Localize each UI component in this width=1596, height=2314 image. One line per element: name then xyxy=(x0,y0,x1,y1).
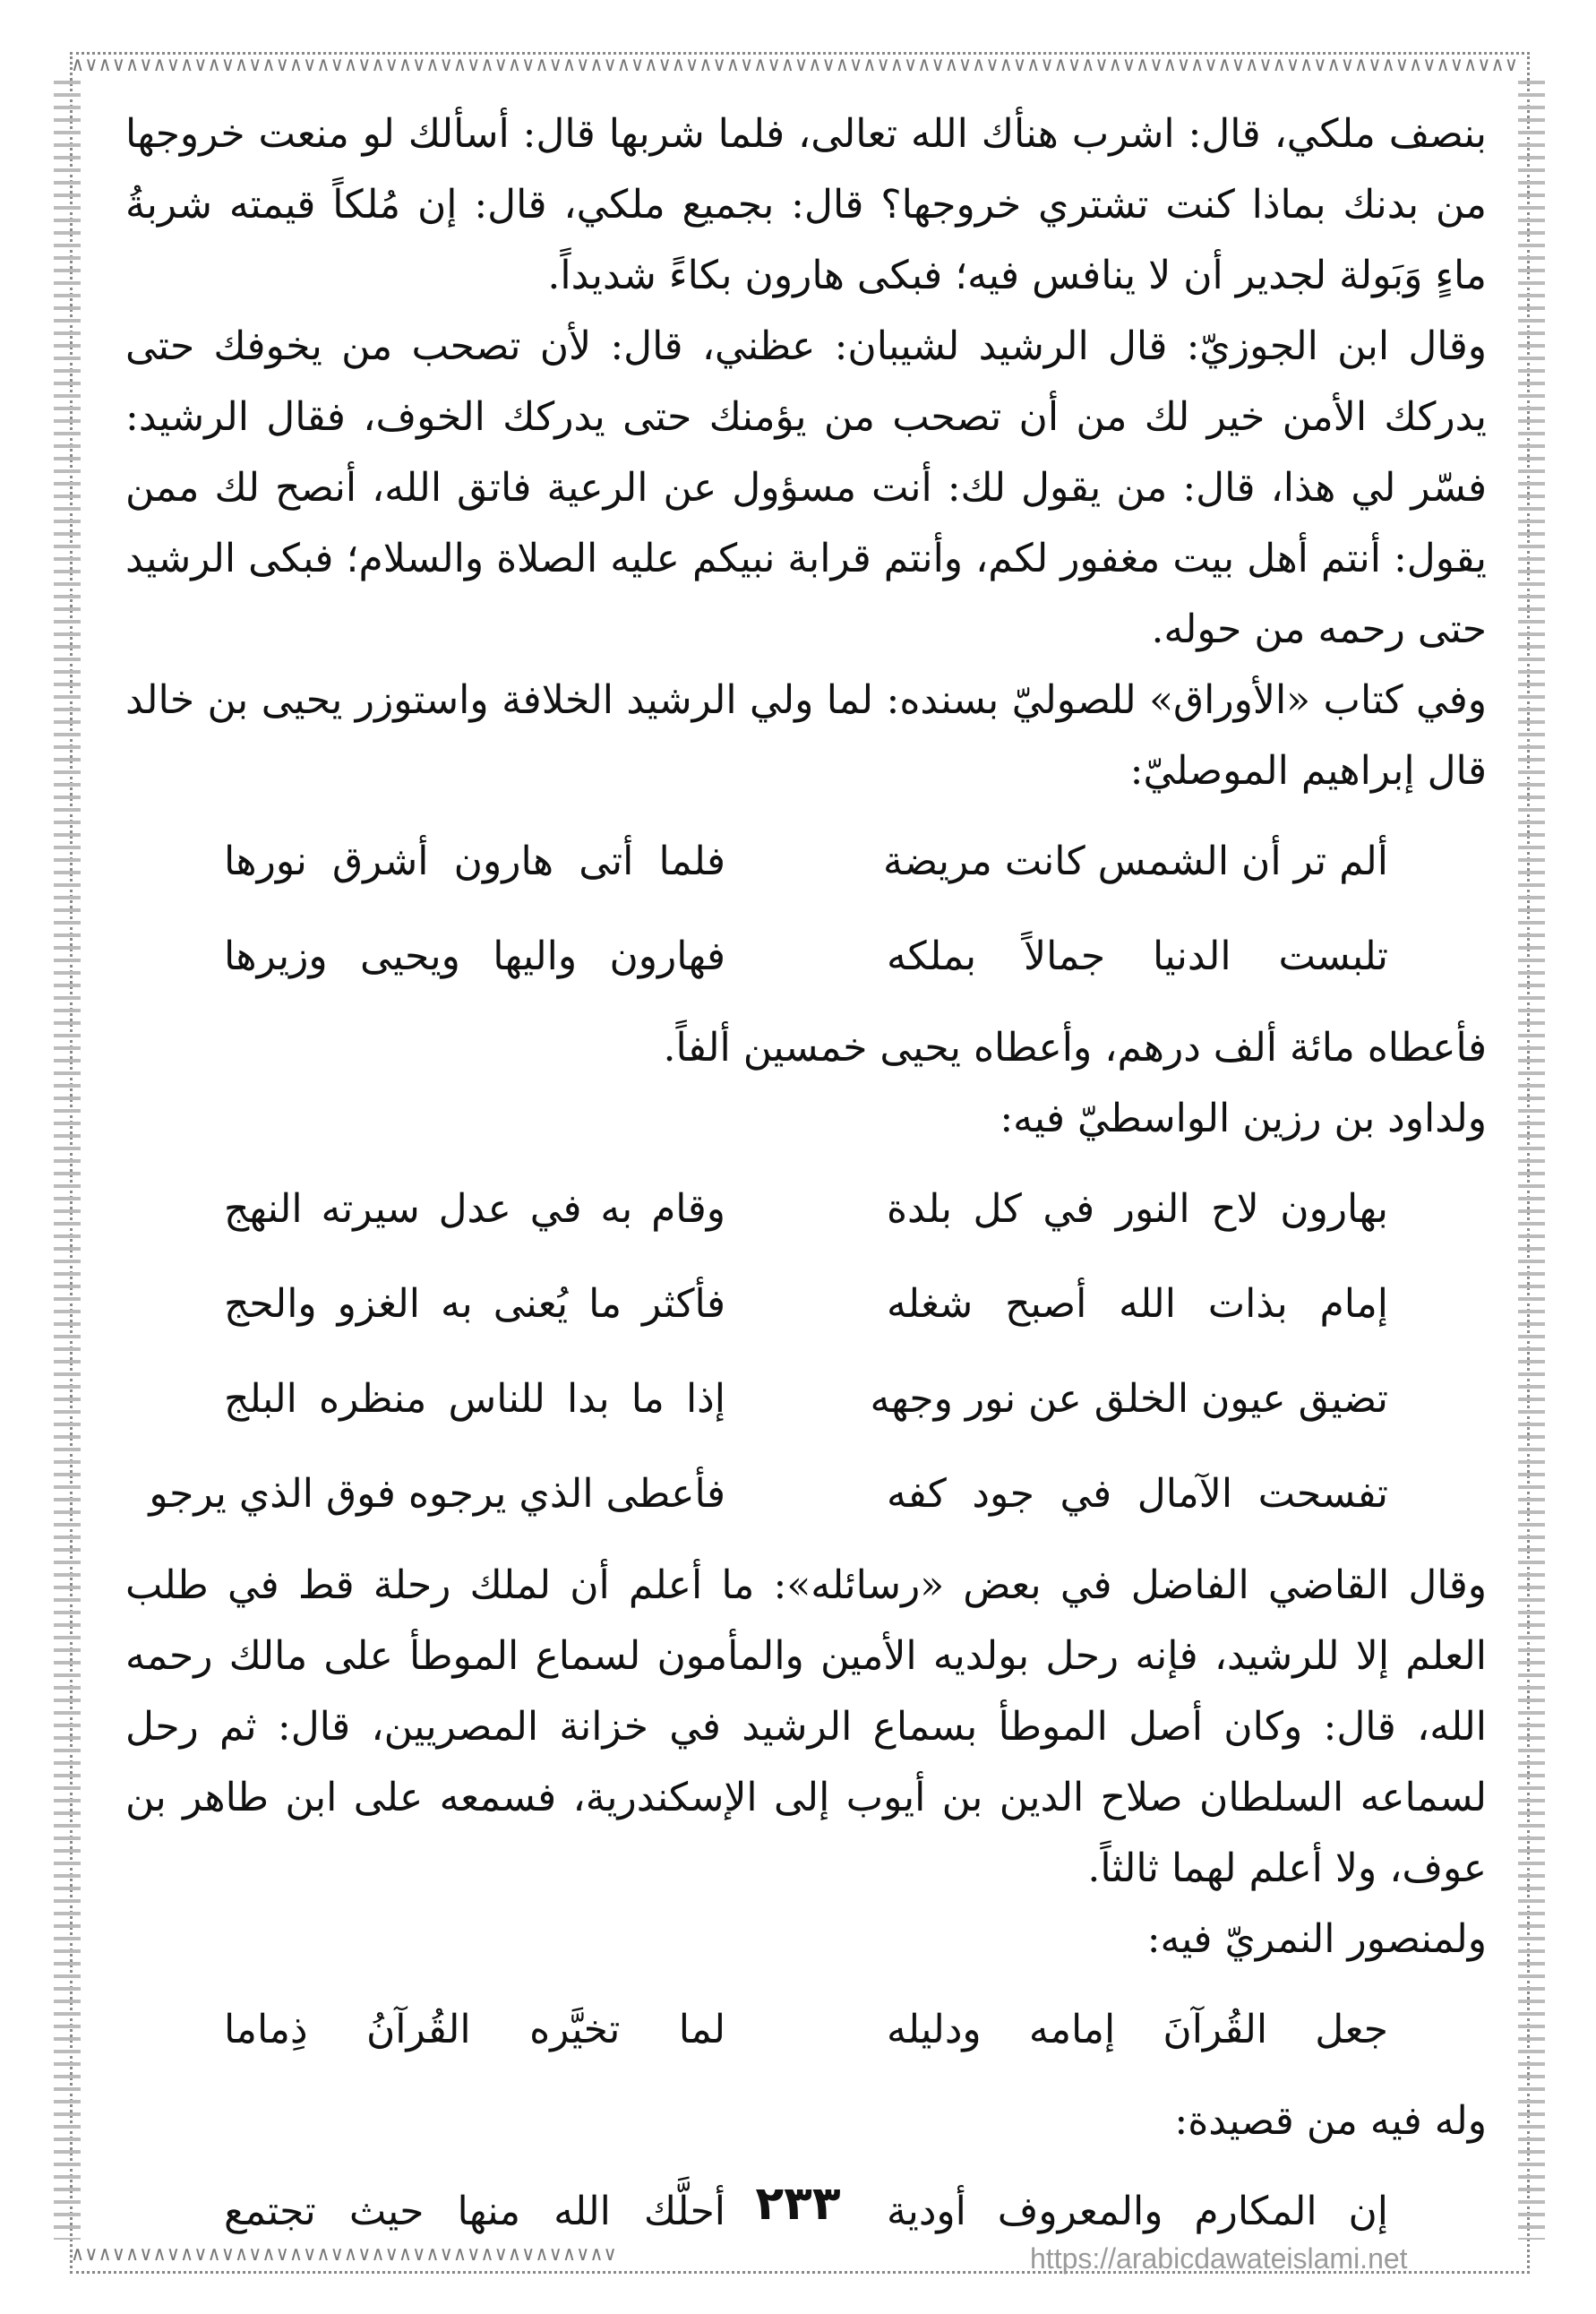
paragraph-6: وقال القاضي الفاضل في بعض «رسائله»: ما أعلم أن لملك رحلة قط في طلب العلم إلا للرشيد، فإنه رحل بولديه الأمين والمأمون لسماع الموطأ على مالك رحمه الله، قال: وكان أصل الموطأ بسماع الرشيد في خزانة المصريين، قال: ثم رحل لسماعه السلطان صلاح الدين بن أيوب إلى الإسكندرية، فسمعه على ابن طاهر بن عوف، ولا أعلم لهما ثالثاً. xyxy=(125,1562,1487,1891)
verse-first-hemistich: بهارون لاح النور في كل بلدة xyxy=(887,1186,1388,1232)
decorative-border-top: ∧∨∧∨∧∨∧∨∧∨∧∨∧∨∧∨∧∨∧∨∧∨∧∨∧∨∧∨∧∨∧∨∧∨∧∨∧∨∧∨∧∨∧∨∧∨∧∨∧∨∧∨∧∨∧∨∧∨∧∨∧∨∧∨∧∨∧∨∧∨∧∨∧∨∧∨∧∨∧∨∧∨∧∨∧∨∧∨∧∨∧∨∧∨∧∨∧∨∧∨∧∨∧∨∧∨ xyxy=(72,54,1519,76)
verse-line xyxy=(125,1360,1487,1439)
decorative-border-right xyxy=(1518,81,1545,2240)
watermark-url: https://arabicdawateislami.net xyxy=(1030,2242,1408,2275)
verse-second-hemistich: أحلَّك الله منها حيث تجتمع xyxy=(224,2189,725,2234)
poem-2 xyxy=(125,1170,1487,1534)
paragraph-2: وقال ابن الجوزيّ: قال الرشيد لشيبان: عظني، قال: لأن تصحب من يخوفك حتى يدركك الأمن خير لك من أن تصحب من يؤمنك حتى يدركك الخوف، فقال الرشيد: فسّر لي هذا، قال: من يقول لك: أنت مسؤول عن الرعية فاتق الله، أنصح لك ممن يقول: أنتم أهل بيت مغفور لكم، وأنتم قرابة نبيكم عليه الصلاة والسلام؛ فبكى الرشيد حتى رحمه من حوله. xyxy=(125,323,1488,652)
verse-line xyxy=(125,1170,1487,1249)
verse-second-hemistich: فهارون واليها ويحيى وزيرها xyxy=(224,933,725,979)
verse-second-hemistich: وقام به في عدل سيرته النهج xyxy=(224,1186,725,1232)
verse-second-hemistich: لما تخيَّره القُرآنُ ذِماما xyxy=(224,2007,725,2052)
verse-second-hemistich: فلما أتى هارون أشرق نورها xyxy=(224,839,725,884)
page-number: ٢٣٣ xyxy=(755,2177,841,2231)
verse-first-hemistich: ألم تر أن الشمس كانت مريضة xyxy=(883,839,1388,884)
verse-line xyxy=(125,1991,1487,2069)
decorative-border-bottom: ∧∨∧∨∧∨∧∨∧∨∧∨∧∨∧∨∧∨∧∨∧∨∧∨∧∨∧∨∧∨∧∨∧∨∧∨∧∨∧∨ xyxy=(72,2243,618,2266)
poem-3 xyxy=(125,1991,1487,2069)
verse-line xyxy=(125,917,1487,996)
decorative-border-left xyxy=(54,81,81,2240)
verse-first-hemistich: جعل القُرآنَ إمامه ودليله xyxy=(887,2007,1388,2052)
poem-1 xyxy=(125,822,1487,996)
verse-first-hemistich: تلبست الدنيا جمالاً بملكه xyxy=(887,933,1388,979)
paragraph-1: بنصف ملكي، قال: اشرب هنأك الله تعالى، فلما شربها قال: أسألك لو منعت خروجها من بدنك بماذا كنت تشتري خروجها؟ قال: بجميع ملكي، قال: إن مُلكاً قيمته شربةُ ماءٍ وَبَولة لجدير أن لا ينافس فيه؛ فبكى هارون بكاءً شديداً. xyxy=(125,111,1487,298)
verse-line xyxy=(125,1455,1487,1534)
verse-first-hemistich: تضيق عيون الخلق عن نور وجهه xyxy=(870,1376,1388,1422)
verse-first-hemistich: تفسحت الآمال في جود كفه xyxy=(887,1471,1388,1517)
verse-line xyxy=(125,1265,1487,1344)
page-body xyxy=(125,99,1487,2267)
verse-first-hemistich: إمام بذات الله أصبح شغله xyxy=(887,1281,1388,1327)
paragraph-8: وله فيه من قصيدة: xyxy=(1174,2098,1487,2144)
paragraph-7: ولمنصور النمريّ فيه: xyxy=(1146,1916,1487,1962)
verse-line xyxy=(125,822,1487,901)
paragraph-4: فأعطاه مائة ألف درهم، وأعطاه يحيى خمسين ألفاً. xyxy=(663,1025,1487,1071)
paragraph-5: ولداود بن رزين الواسطيّ فيه: xyxy=(1000,1096,1487,1141)
paragraph-3: وفي كتاب «الأوراق» للصوليّ بسنده: لما ولي الرشيد الخلافة واستوزر يحيى بن خالد قال إبراهيم الموصليّ: xyxy=(125,677,1487,794)
verse-second-hemistich: إذا ما بدا للناس منظره البلج xyxy=(224,1376,725,1422)
verse-first-hemistich: إن المكارم والمعروف أودية xyxy=(887,2189,1388,2234)
verse-second-hemistich: فأكثر ما يُعنى به الغزو والحج xyxy=(224,1281,725,1327)
verse-second-hemistich: فأعطى الذي يرجوه فوق الذي يرجو xyxy=(149,1471,725,1517)
